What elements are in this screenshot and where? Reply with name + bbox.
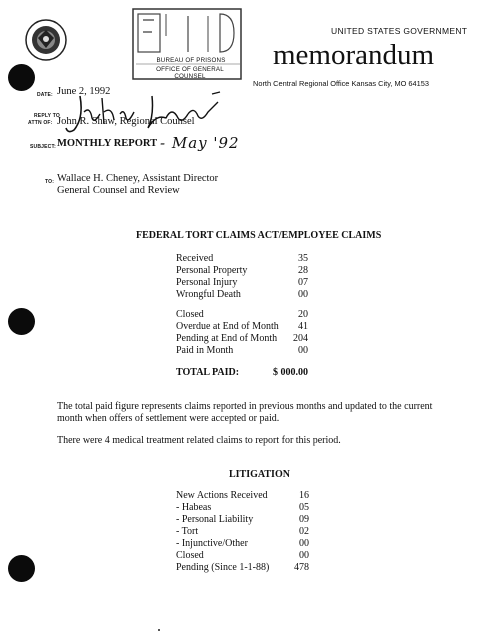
litigation-table [176,490,309,574]
tort-row: Pending at End of Month 204 [176,333,308,344]
received-stamp [130,6,245,82]
litigation-heading: LITIGATION [229,469,290,480]
handwritten-signature [62,88,232,138]
paragraph-1-line-2: month when offers of settlement were accepted or paid. [57,413,280,424]
total-paid-label: TOTAL PAID: [176,367,240,378]
government-heading: UNITED STATES GOVERNMENT [331,26,468,36]
subject-label: SUBJECT: [30,144,57,150]
total-paid-value: $ 000.00 [273,367,308,378]
tort-row: Personal Injury 07 [176,277,308,288]
punch-hole-bottom [8,555,35,582]
tort-row: Paid in Month 00 [176,345,308,356]
litigation-row: - Habeas 05 [176,502,309,513]
regional-office-line: North Central Regional Office Kansas City, MO 64153 [253,79,429,88]
date-label: DATE: [37,92,53,98]
reply-value: John R. Shaw, Regional Counsel [57,116,195,127]
subject-value: MONTHLY REPORT [57,138,158,149]
stamp-line-office: OFFICE OF GENERAL COUNSEL [156,66,224,80]
reply-to-label: REPLY TO [34,113,60,119]
tort-group-2 [176,309,308,357]
tort-group-1 [176,253,308,301]
punch-hole-middle [8,308,35,335]
tort-claims-heading: FEDERAL TORT CLAIMS ACT/EMPLOYEE CLAIMS [136,230,382,241]
stamp-line-bureau: BUREAU OF PRISONS [156,57,226,64]
subject-handwriting: - May '92 [160,134,240,152]
date-value: June 2, 1992 [57,86,111,97]
tort-row: Overdue at End of Month 41 [176,321,308,332]
memorandum-title: memorandum [273,39,435,71]
attn-of-label: ATTN OF: [28,120,53,126]
litigation-row: Pending (Since 1-1-88) 478 [176,562,309,573]
department-seal-icon [24,18,68,62]
tort-row: Wrongful Death 00 [176,289,308,300]
paragraph-1-line-1: The total paid figure represents claims reported in previous months and updated to the current [57,401,433,412]
punch-hole-top [8,64,35,91]
litigation-row: New Actions Received 16 [176,490,309,501]
to-line-2: General Counsel and Review [57,185,180,196]
to-line-1: Wallace H. Cheney, Assistant Director [57,173,219,184]
litigation-row: - Tort 02 [176,526,309,537]
paragraph-2: There were 4 medical treatment related claims to report for this period. [57,435,341,446]
litigation-row: - Personal Liability 09 [176,514,309,525]
litigation-row: Closed 00 [176,550,309,561]
tort-row: Closed 20 [176,309,308,320]
to-label: TO: [45,179,55,185]
scan-speck [158,629,160,631]
tort-row: Personal Property 28 [176,265,308,276]
tort-row: Received 35 [176,253,308,264]
litigation-row: - Injunctive/Other 00 [176,538,309,549]
